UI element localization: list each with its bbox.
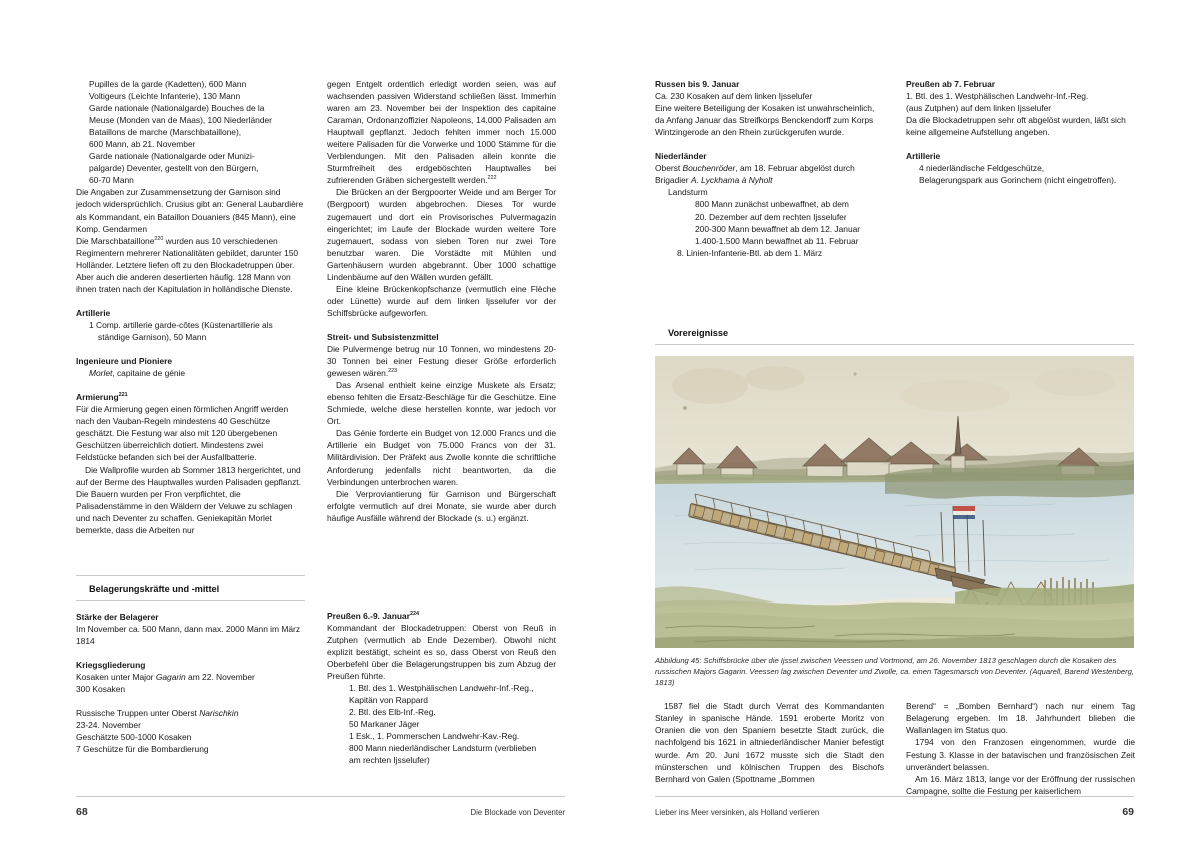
- text-part: Kosaken unter Major: [76, 672, 156, 683]
- subheading-armierung: [76, 391, 305, 403]
- subheading-niederlaender: Niederländer: [655, 151, 707, 162]
- page-right: [600, 0, 1200, 853]
- garrison-line: Pupilles de la garde (Kadetten), 600 Mann: [89, 79, 247, 89]
- subheading-artillerie: Artillerie: [906, 151, 941, 162]
- garrison-line: Meuse (Monden van de Maas), 100 Niederländer: [89, 115, 272, 126]
- unit-line: 1. Btl. des 1. Westphälischen Landwehr-Inf.-Reg.: [906, 91, 1089, 102]
- unit-line: 800 Mann niederländischer Landsturm (verblieben: [349, 743, 537, 754]
- paragraph: Die Brücken an der Bergpoorter Weide und am Berger Tor (Bergpoort) wurden abgebrochen. Dieses Tor wurde zugemauert und dort ein Provisorisches Pulvermagazin eingerichtet; im Laufe der Blockade wurden weitere Tore zugemauert, sodass von sieben Toren nur zwei Tore benutzbar waren. Die Vorstädte mit Mühlen und Gartenhäusern wurden abgebrannt. Über 1000 schattige Lindenbäume auf den Wällen wurden gefällt.: [327, 187, 556, 282]
- paragraph: [327, 343, 556, 379]
- paragraph: Das Génie forderte ein Budget von 12.000 Francs und die Artillerie ein Budget von 75.000 Francs von der 31. Militärdivision. Der Präfekt aus Zwolle konnte die schriftliche Anforderung jedenfalls nicht beantworten, da die Verbindungen unterbrochen waren.: [327, 428, 556, 487]
- garrison-line: 600 Mann, ab 21. November: [89, 139, 196, 150]
- subheading-text: Preußen 6.-9. Januar: [327, 610, 410, 621]
- figure-abbildung-45: [655, 356, 1134, 689]
- watercolour-illustration-svg: [655, 356, 1134, 648]
- paragraph: Eine kleine Brückenkopfschanze (vermutlich eine Flèche oder Lünette) wurde auf dem linken Ijsselufer vor der Schiffsbrücke aufgeworfen.: [327, 283, 556, 318]
- text-part: am 22. November: [185, 672, 255, 683]
- garrison-line: palgarde) Deventer, gestellt von den Bürgern,: [89, 163, 259, 174]
- garrison-line: Bataillons de marche (Marschbataillone),: [89, 127, 242, 138]
- artillerie-line: 4 niederländische Feldgeschütze,: [919, 163, 1045, 174]
- unit-line: 50 Markaner Jäger: [349, 719, 420, 730]
- artillerie-line: 1 Comp. artillerie garde-côtes (Küstenartillerie als: [89, 319, 273, 330]
- person-name: Narischkin: [199, 708, 239, 719]
- paragraph: [76, 235, 305, 295]
- figure-caption: Abbildung 45: Schiffsbrücke über die Ijssel zwischen Veessen und Vortmond, am 26. November 1813 geschlagen durch die Kosaken des russischen Majors Gagarin. Veessen lag zwischen Deventer und Zwolle, ca. einen Tagesmarsch von Deventer. (Aquarell, Barend Westenberg, 1813): [655, 655, 1134, 688]
- kriegsgliederung-line: [76, 671, 305, 683]
- subheading-artillerie: Artillerie: [76, 307, 111, 318]
- paragraph: [655, 162, 884, 186]
- paragraph: Das Arsenal enthielt keine einzige Muskete als Ersatz; ebenso fehlten die Ersatz-Beschläge für die Geschütze. Eine Schmiede, welche diese herstellen konnte, war jedoch vor Ort.: [327, 380, 556, 427]
- running-title: Die Blockade von Deventer: [470, 808, 565, 817]
- landsturm-line: 200-300 Mann bewaffnet ab dem 12. Januar: [695, 223, 861, 234]
- paragraph: Berend“ = „Bomben Bernhard“) nach nur einem Tag Belagerung ergeben. Im 18. Jahrhundert blieben die Wallanlagen im Status quo.: [906, 701, 1135, 736]
- paragraph: Im November ca. 500 Mann, dann max. 2000 Mann im März 1814: [76, 623, 301, 646]
- paragraph: Die Wallprofile wurden ab Sommer 1813 hergerichtet, und auf der Berme des Hauptwalles wurden Palisaden gepflanzt. Die Bauern wurden per Fron verpflichtet, die Palisadenstämme in den Wäldern der Veluwe zu schlagen und nach Deventer zu schaffen. Geniekapitän Morlet bemerkte, dass die Arbeiten nur: [76, 464, 301, 535]
- linien-line: 8. Linien-Infanterie-Btl. ab dem 1. März: [677, 247, 823, 258]
- subheading-kriegsgliederung: Kriegsgliederung: [76, 659, 146, 670]
- paragraph: Am 16. März 1813, lange vor der Eröffnung der russischen Campagne, sollte die Festung per kaiserlichem: [906, 773, 1135, 796]
- subheading-ingenieure: Ingenieure und Pioniere: [76, 356, 173, 367]
- russen-line: [76, 707, 305, 719]
- page-number: 68: [76, 806, 88, 818]
- section-heading-belagerungskraefte: Belagerungskräfte und -mittel: [76, 575, 305, 601]
- paragraph: Da die Blockadetruppen sehr oft abgelöst wurden, läßt sich keine allgemeine Aufstellung angeben.: [906, 115, 1126, 138]
- paragraph-text: gegen Entgelt ordentlich erledigt worden seien, was auf wachsenden passiven Widerstand schließen lässt. Immerhin waren am 23. November bei der Inspektion des capitaine Caraman, Ordonanzoffizier Napoleons, 14.000 Palisaden am Hauptwall gepflanzt. Jedoch fehlten immer noch 15.000 weitere Palisaden für die Vorwerke und 1000 Stämme für die Verblendungen. Mit den Palisaden allein konnte die Sturmfreiheit des erdgeböschten Hauptwalles bei zufrierenden Gräben sichergestellt werden.: [327, 79, 556, 186]
- paragraph: Die Verproviantierung für Garnison und Bürgerschaft erfolgte vermutlich auf drei Monate, sie wurde aber durch häufige Ausfälle während der Blockade (s. u.) ergänzt.: [327, 488, 556, 523]
- column-4-bottom: [906, 700, 1135, 796]
- paragraph: Die Angaben zur Zusammensetzung der Garnison sind jedoch widersprüchlich. Crusius gibt an: General Laubardière als Kommandant, ein Bataillon Douaniers (845 Mann), eine Komp. Gendarmen: [76, 187, 304, 234]
- person-role: , capitaine de génie: [112, 368, 186, 379]
- person-name: Gagarin: [155, 672, 186, 683]
- left-page-columns: [76, 78, 565, 766]
- paragraph: Kommandant der Blockadetruppen: Oberst von Reuß in Zutphen (vermutlich ab Ende Dezember). Obwohl nicht explizit bestätigt, scheint es so, dass Oberst von Reuß den Oberbefehl über die Belagerungstruppen bis zum Abzug der Preußen führte.: [327, 622, 556, 681]
- footnote-marker: 224: [410, 610, 419, 617]
- page-number: 69: [1122, 806, 1134, 818]
- paragraph: Eine weitere Beteiligung der Kosaken ist unwahrscheinlich, da Anfang Januar das Streifkorps Benckendorff zum Korps Wintzingerode an den Rhein zurückgerufen wurde.: [655, 103, 875, 138]
- paragraph: Für die Armierung gegen einen förmlichen Angriff werden nach den Vauban-Regeln mindestens 40 Geschütze geschätzt. Die Festung war also mit 120 übergebenen Geschützen überreichlich dotiert. Mindestens zwei Feldstücke befanden sich bei der Ausfallbatterie.: [76, 404, 289, 463]
- paragraph: Ca. 230 Kosaken auf dem linken Ijsselufer: [655, 91, 813, 102]
- person-name: Bouchenröder: [682, 163, 736, 174]
- flag-icon: [953, 506, 975, 519]
- unit-line: Kapitän von Rappard: [349, 695, 428, 706]
- unit-line: (aus Zutphen) auf dem linken Ijsselufer: [906, 103, 1052, 114]
- garrison-line: Voltigeurs (Leichte Infanterie), 130 Mann: [89, 91, 241, 102]
- column-2: [327, 78, 556, 766]
- artillerie-line: Belagerungspark aus Gorinchem (nicht eingetroffen).: [919, 175, 1117, 186]
- landsturm-line: 800 Mann zunächst unbewaffnet, ab dem: [695, 199, 849, 210]
- unit-line: am rechten Ijsselufer): [349, 755, 430, 766]
- subheading-preussen-februar: Preußen ab 7. Februar: [906, 79, 996, 89]
- column-3-bottom: [655, 700, 884, 796]
- paragraph: [327, 78, 556, 186]
- section-heading-vorereignisse: Vorereignisse: [655, 327, 1134, 345]
- footnote-marker: 223: [388, 368, 398, 375]
- subheading-preussen-januar: [327, 610, 556, 622]
- paragraph: 1794 von den Franzosen eingenommen, wurde die Festung 3. Klasse in der batavischen und französischen Zeit unverändert belassen.: [906, 737, 1135, 772]
- unit-line: 2. Btl. des Elb-Inf.-Reg.: [349, 707, 436, 718]
- landsturm-line: 1.400-1.500 Mann bewaffnet ab 11. Februar: [695, 235, 859, 246]
- watercolour-pontoon-bridge-ijssel: [655, 356, 1134, 648]
- footnote-marker: 222: [487, 175, 497, 182]
- garrison-line: 60-70 Mann: [89, 175, 134, 186]
- paragraph: 1587 fiel die Stadt durch Verrat des Kommandanten Stanley in spanische Hände. 1591 eroberte Moritz von Oranien die von den Spaniern besetzte Stadt zurück, die nachfolgend bis 1621 in altniederländischer Manier befestigt wurde. Am 20. Juni 1672 musste sich die Stadt den münsterschen und kölnischen Truppen des Bischofs Bernhard von Galen (Spottname „Bommen: [655, 701, 884, 784]
- ingenieure-line: [76, 367, 305, 379]
- footer-left-page: [76, 796, 565, 818]
- right-page-bottom-columns: [655, 700, 1134, 796]
- right-page-columns: [655, 78, 1134, 259]
- russen-line: 7 Geschütze für die Bombardierung: [76, 744, 209, 755]
- person-name: A. Lyckhama à Nyholt: [690, 175, 773, 186]
- text-part: , am 18. Februar abgelöst durch Brigadier: [655, 163, 855, 186]
- person-name: Morlet: [89, 368, 113, 379]
- column-4: [906, 78, 1135, 259]
- paragraph-text: Die Marschbataillone: [76, 235, 155, 246]
- unit-line: 1 Esk., 1. Pommerschen Landwehr-Kav.-Reg.: [349, 731, 520, 742]
- footer-right-page: [655, 796, 1134, 818]
- landsturm-line: 20. Dezember auf dem rechten Ijsselufer: [695, 211, 847, 222]
- kriegsgliederung-line: 300 Kosaken: [76, 684, 126, 695]
- artillerie-line: ständige Garnison), 50 Mann: [98, 331, 207, 342]
- subheading-streit: Streit- und Subsistenzmittel: [327, 331, 439, 342]
- column-3: [655, 78, 884, 259]
- subheading-staerke: Stärke der Belagerer: [76, 611, 159, 622]
- section-heading-block: [655, 327, 1134, 345]
- text-part: Oberst: [655, 163, 683, 174]
- landsturm-label: Landsturm: [668, 187, 708, 198]
- text-part: Russische Truppen unter Oberst: [76, 708, 200, 719]
- column-1: [76, 78, 305, 766]
- paragraph-text: Die Pulvermenge betrug nur 10 Tonnen, wo mindestens 20-30 Tonnen bei einer Festung dieser Größe erforderlich gewesen wären.: [327, 344, 556, 379]
- russen-line: Geschätzte 500-1000 Kosaken: [76, 732, 192, 743]
- paragraph-text: wurden aus 10 verschiedenen Regimentern mehrerer Nationalitäten gebildet, darunter 150 Holländer. Letztere liefen oft zu den Blockadetruppen über. Aber auch die anderen desertierten häufig. 128 Mann von ihnen traten nach der Kapitulation in holländische Dienste.: [76, 235, 299, 294]
- garrison-line: Garde nationale (Nationalgarde oder Munizi-: [89, 151, 255, 162]
- section-heading-block: [76, 575, 305, 601]
- running-title: Lieber ins Meer versinken, als Holland verlieren: [655, 808, 820, 817]
- garrison-line: Garde nationale (Nationalgarde) Bouches de la: [89, 103, 265, 114]
- subheading-text: Armierung: [76, 392, 119, 403]
- footnote-marker: 221: [118, 392, 128, 399]
- unit-line: 1. Btl. des 1. Westphälischen Landwehr-Inf.-Reg.,: [349, 683, 534, 694]
- subheading-russen: Russen bis 9. Januar: [655, 79, 740, 89]
- footnote-marker: 220: [154, 235, 164, 242]
- russen-line: 23-24. November: [76, 720, 141, 731]
